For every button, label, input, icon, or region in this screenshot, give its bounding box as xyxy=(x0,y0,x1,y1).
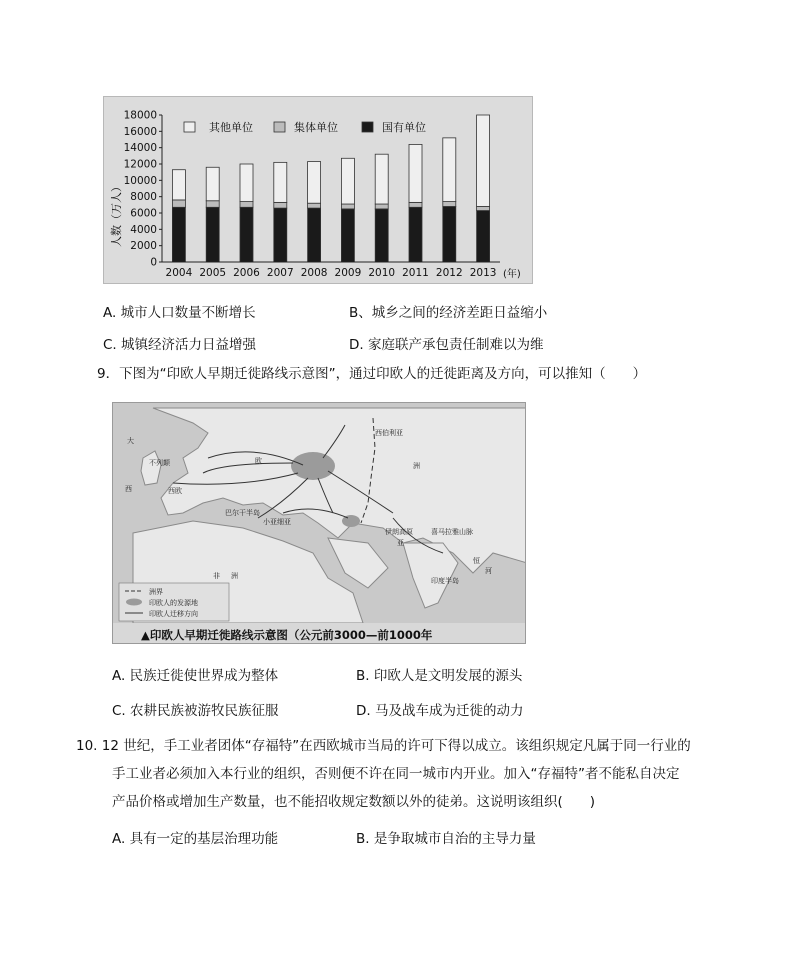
chart-xunit: (年) xyxy=(503,269,521,280)
legend-swatch-collective xyxy=(274,122,285,132)
map-label-13: 非 xyxy=(213,572,220,580)
chart-bar-2007-2 xyxy=(274,162,287,202)
map-label-14: 洲 xyxy=(231,572,238,580)
chart-xtick-label: 2005 xyxy=(199,267,227,279)
chart-bar-2008-1 xyxy=(308,203,321,208)
map-label-12: 印度半岛 xyxy=(431,577,459,585)
q10-line-2: 手工业者必须加入本行业的组织，否则便不许在同一城市内开业。加入“存福特”者不能私自决定 xyxy=(112,766,680,782)
chart-bar-2012-1 xyxy=(443,202,456,207)
chart-bar-2005-2 xyxy=(206,167,219,200)
map-homeland xyxy=(291,452,335,480)
q10-option-b[interactable]: B. 是争取城市自治的主导力量 xyxy=(356,831,536,847)
map-label-4: 欧 xyxy=(255,457,262,465)
map-label-7: 伊朗高原 xyxy=(385,528,413,536)
q10-line-1: 10. 12 世纪，手工业者团体“存福特”在西欧城市当局的许可下得以成立。该组织规定凡属于同一行业的 xyxy=(76,738,691,754)
q8-option-a[interactable]: A. 城市人口数量不断增长 xyxy=(103,305,256,321)
chart-bar-2005-0 xyxy=(206,207,219,262)
chart-xtick-label: 2013 xyxy=(469,267,497,279)
map-legend-1: 印欧人的发源地 xyxy=(149,599,198,607)
q10-line-3: 产品价格或增加生产数量，也不能招收规定数额以外的徒弟。这说明该组织( ) xyxy=(112,794,596,810)
legend-label-other: 其他单位 xyxy=(209,121,253,134)
chart-ytick-label: 8000 xyxy=(130,191,157,204)
chart-ytick-label: 4000 xyxy=(130,223,157,236)
map-label-1: 不列颠 xyxy=(149,459,170,467)
chart-bar-2008-2 xyxy=(308,162,321,204)
chart-bar-2009-2 xyxy=(341,158,354,204)
chart-ylabel: 人数（万人） xyxy=(110,181,123,247)
map-legend xyxy=(119,583,229,621)
chart-bar-2013-1 xyxy=(477,206,490,210)
chart-bar-2013-0 xyxy=(477,211,490,262)
map-label-15: 西伯利亚 xyxy=(375,429,403,437)
chart-ytick-label: 10000 xyxy=(123,174,157,187)
q9-option-b[interactable]: B. 印欧人是文明发展的源头 xyxy=(356,668,523,684)
q9-option-a[interactable]: A. 民族迁徙使世界成为整体 xyxy=(112,668,279,684)
q10-option-a[interactable]: A. 具有一定的基层治理功能 xyxy=(112,831,279,847)
q8-option-b[interactable]: B、城乡之间的经济差距日益缩小 xyxy=(349,305,548,321)
map-label-9: 喜马拉雅山脉 xyxy=(431,528,473,536)
chart-xtick-label: 2010 xyxy=(368,267,396,279)
q8-option-c[interactable]: C. 城镇经济活力日益增强 xyxy=(103,337,257,353)
chart-bar-2009-1 xyxy=(341,204,354,209)
map-svg xyxy=(113,403,526,644)
map-label-5: 巴尔干半岛 xyxy=(225,509,260,517)
chart-ytick-label: 0 xyxy=(150,256,157,269)
chart-bar-2010-1 xyxy=(375,204,388,209)
chart-svg xyxy=(104,97,534,285)
migration-map xyxy=(112,402,526,644)
chart-ytick-label: 2000 xyxy=(130,240,157,253)
chart-ytick-label: 12000 xyxy=(123,158,157,171)
q9-option-d[interactable]: D. 马及战车成为迁徙的动力 xyxy=(356,703,524,719)
chart-bar-2004-2 xyxy=(172,170,185,200)
chart-xtick-label: 2011 xyxy=(402,267,429,279)
chart-bar-2010-0 xyxy=(375,209,388,262)
chart-bar-2006-0 xyxy=(240,207,253,262)
chart-ytick-label: 6000 xyxy=(130,207,157,220)
map-label-6: 小亚细亚 xyxy=(263,518,291,526)
map-label-0: 大 xyxy=(127,437,134,445)
chart-bar-2008-0 xyxy=(308,208,321,262)
map-label-11: 河 xyxy=(485,567,492,575)
chart-bar-2005-1 xyxy=(206,201,219,208)
map-label-8: 亚 xyxy=(397,539,404,547)
chart-bar-2006-2 xyxy=(240,164,253,202)
chart-bar-2004-1 xyxy=(172,200,185,207)
chart-bar-2006-1 xyxy=(240,202,253,208)
chart-bar-2011-0 xyxy=(409,207,422,262)
legend-swatch-other xyxy=(184,122,195,132)
chart-ytick-label: 14000 xyxy=(123,142,157,155)
map-label-3: 西欧 xyxy=(168,487,182,495)
q8-option-d[interactable]: D. 家庭联产承包责任制难以为维 xyxy=(349,337,544,353)
employment-bar-chart xyxy=(103,96,533,284)
map-legend-2: 印欧人迁移方向 xyxy=(149,610,198,618)
map-label-2: 西 xyxy=(125,485,132,493)
chart-xtick-label: 2006 xyxy=(233,267,260,279)
chart-bar-2012-0 xyxy=(443,206,456,262)
chart-xtick-label: 2007 xyxy=(266,267,294,279)
chart-xtick-label: 2008 xyxy=(300,267,328,279)
q9-option-c[interactable]: C. 农耕民族被游牧民族征服 xyxy=(112,703,279,719)
chart-xtick-label: 2009 xyxy=(334,267,362,279)
legend-label-collective: 集体单位 xyxy=(294,121,338,134)
chart-bar-2012-2 xyxy=(443,138,456,202)
chart-bar-2011-1 xyxy=(409,202,422,207)
chart-ytick-label: 18000 xyxy=(123,109,157,122)
legend-swatch-state xyxy=(362,122,373,132)
chart-bar-2007-1 xyxy=(274,202,287,208)
chart-bar-2010-2 xyxy=(375,154,388,204)
chart-bar-2009-0 xyxy=(341,209,354,262)
q9-stem: 9．下图为“印欧人早期迁徙路线示意图”，通过印欧人的迁徙距离及方向，可以推知（ ） xyxy=(97,366,647,382)
map-legend-0: 洲界 xyxy=(149,588,163,596)
chart-ytick-label: 16000 xyxy=(123,125,157,138)
map-label-10: 恒 xyxy=(473,557,480,565)
map-caption: ▲印欧人早期迁徙路线示意图（公元前3000—前1000年 xyxy=(141,628,433,642)
chart-xtick-label: 2004 xyxy=(165,267,193,279)
chart-xtick-label: 2012 xyxy=(435,267,463,279)
chart-bar-2013-2 xyxy=(477,115,490,206)
chart-bar-2007-0 xyxy=(274,208,287,262)
map-label-16: 洲 xyxy=(413,462,420,470)
chart-bar-2011-2 xyxy=(409,144,422,202)
chart-bar-2004-0 xyxy=(172,207,185,262)
chart-legend xyxy=(184,120,426,134)
legend-label-state: 国有单位 xyxy=(382,121,426,134)
